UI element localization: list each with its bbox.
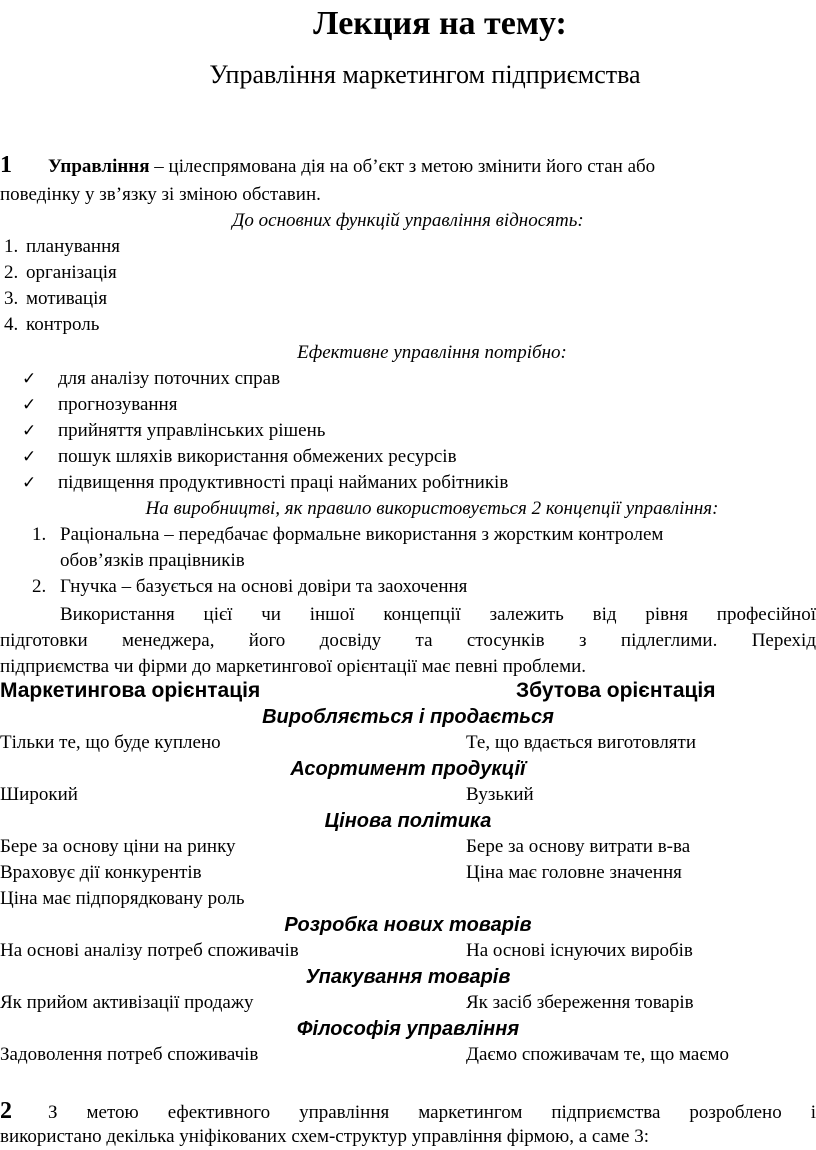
comparison-section-title: Упакування товарів <box>305 966 511 988</box>
list-item: 4. контроль <box>4 314 100 335</box>
left-column-header: Маркетингова орієнтація <box>0 679 261 702</box>
functions-heading: До основних функцій управління відносять: <box>232 210 584 231</box>
list-item: 1. планування <box>4 236 120 257</box>
list-item: ✓ для аналізу поточних справ <box>22 366 280 392</box>
table-cell-left: Задоволення потреб споживачів <box>0 1044 259 1065</box>
list-item: ✓ пошук шляхів використання обмежених ресурсів <box>22 444 457 470</box>
list-item-continuation: обов’язків працівників <box>60 550 245 571</box>
list-item: 2. Гнучка – базується на основі довіри та заохочення <box>32 576 468 597</box>
section1-definition <box>0 152 814 180</box>
list-item: 1. Раціональна – передбачає формальне використання з жорстким контролем <box>32 524 664 545</box>
checkmark-icon: ✓ <box>22 421 37 441</box>
section2-line1: 2 З метою ефективного управління маркетингом підприємства розроблено і <box>0 1098 816 1124</box>
definition-line1: – цілеспрямована дія на об’єкт з метою змінити його стан або <box>154 156 656 177</box>
list-item: ✓ підвищення продуктивності праці найманих робітників <box>22 470 508 496</box>
definition-line2: поведінку у зв’язку зі зміною обставин. <box>0 184 321 205</box>
closing-line2: підготовки менеджера, його досвіду та стосунків з підлеглими. Перехід <box>0 630 816 651</box>
comparison-section-title: Розробка нових товарів <box>284 914 532 936</box>
right-column-header: Збутова орієнтація <box>516 679 716 702</box>
table-cell-right: Бере за основу витрати в-ва <box>466 836 691 857</box>
list-item: ✓ прийняття управлінських рішень <box>22 418 325 444</box>
table-cell-right: Як засіб збереження товарів <box>466 992 694 1013</box>
table-cell-right: На основі існуючих виробів <box>466 940 693 961</box>
table-cell-left: На основі аналізу потреб споживачів <box>0 940 299 961</box>
table-cell-left: Широкий <box>0 784 78 805</box>
closing-line3: підприємства чи фірми до маркетингової орієнтації має певні проблеми. <box>0 656 587 677</box>
comparison-section-title: Асортимент продукції <box>290 758 526 780</box>
page-subtitle: Управління маркетингом підприємства <box>209 60 641 89</box>
checkmark-icon: ✓ <box>22 395 37 415</box>
table-cell-right: Ціна має головне значення <box>466 862 682 883</box>
table-cell-right: Те, що вдається виготовляти <box>466 732 697 753</box>
list-item: 2. організація <box>4 262 117 283</box>
checkmark-icon: ✓ <box>22 369 37 389</box>
section-number: 2 <box>0 1098 12 1124</box>
effective-heading: Ефективне управління потрібно: <box>297 342 567 363</box>
comparison-section-title: Філософія управління <box>296 1018 520 1040</box>
table-cell-right: Даємо споживачам те, що маємо <box>466 1044 730 1065</box>
comparison-section-title: Виробляється і продається <box>262 706 554 728</box>
section-number: 1 <box>0 152 12 178</box>
checkmark-icon: ✓ <box>22 473 37 493</box>
section2-line2: використано декілька уніфікованих схем-структур управління фірмою, а саме 3: <box>0 1126 650 1147</box>
list-item: ✓ прогнозування <box>22 392 177 418</box>
table-cell-right: Вузький <box>466 784 534 805</box>
closing-line1: Використання цієї чи іншої концепції залежить від рівня професійної <box>60 604 816 625</box>
table-cell-left: Як прийом активізації продажу <box>0 992 254 1013</box>
comparison-section-title: Цінова політика <box>324 810 492 832</box>
concepts-heading: На виробництві, як правило використовується 2 концепції управління: <box>145 498 719 519</box>
term: Управління <box>48 156 150 177</box>
table-cell-left: Тільки те, що буде куплено <box>0 732 221 753</box>
list-item: 3. мотивація <box>4 288 108 309</box>
page-title: Лекция на тему: <box>313 5 567 42</box>
table-cell-left: Враховує дії конкурентів <box>0 862 202 883</box>
table-cell-left: Ціна має підпорядковану роль <box>0 888 245 909</box>
table-cell-left: Бере за основу ціни на ринку <box>0 836 236 857</box>
checkmark-icon: ✓ <box>22 447 37 467</box>
